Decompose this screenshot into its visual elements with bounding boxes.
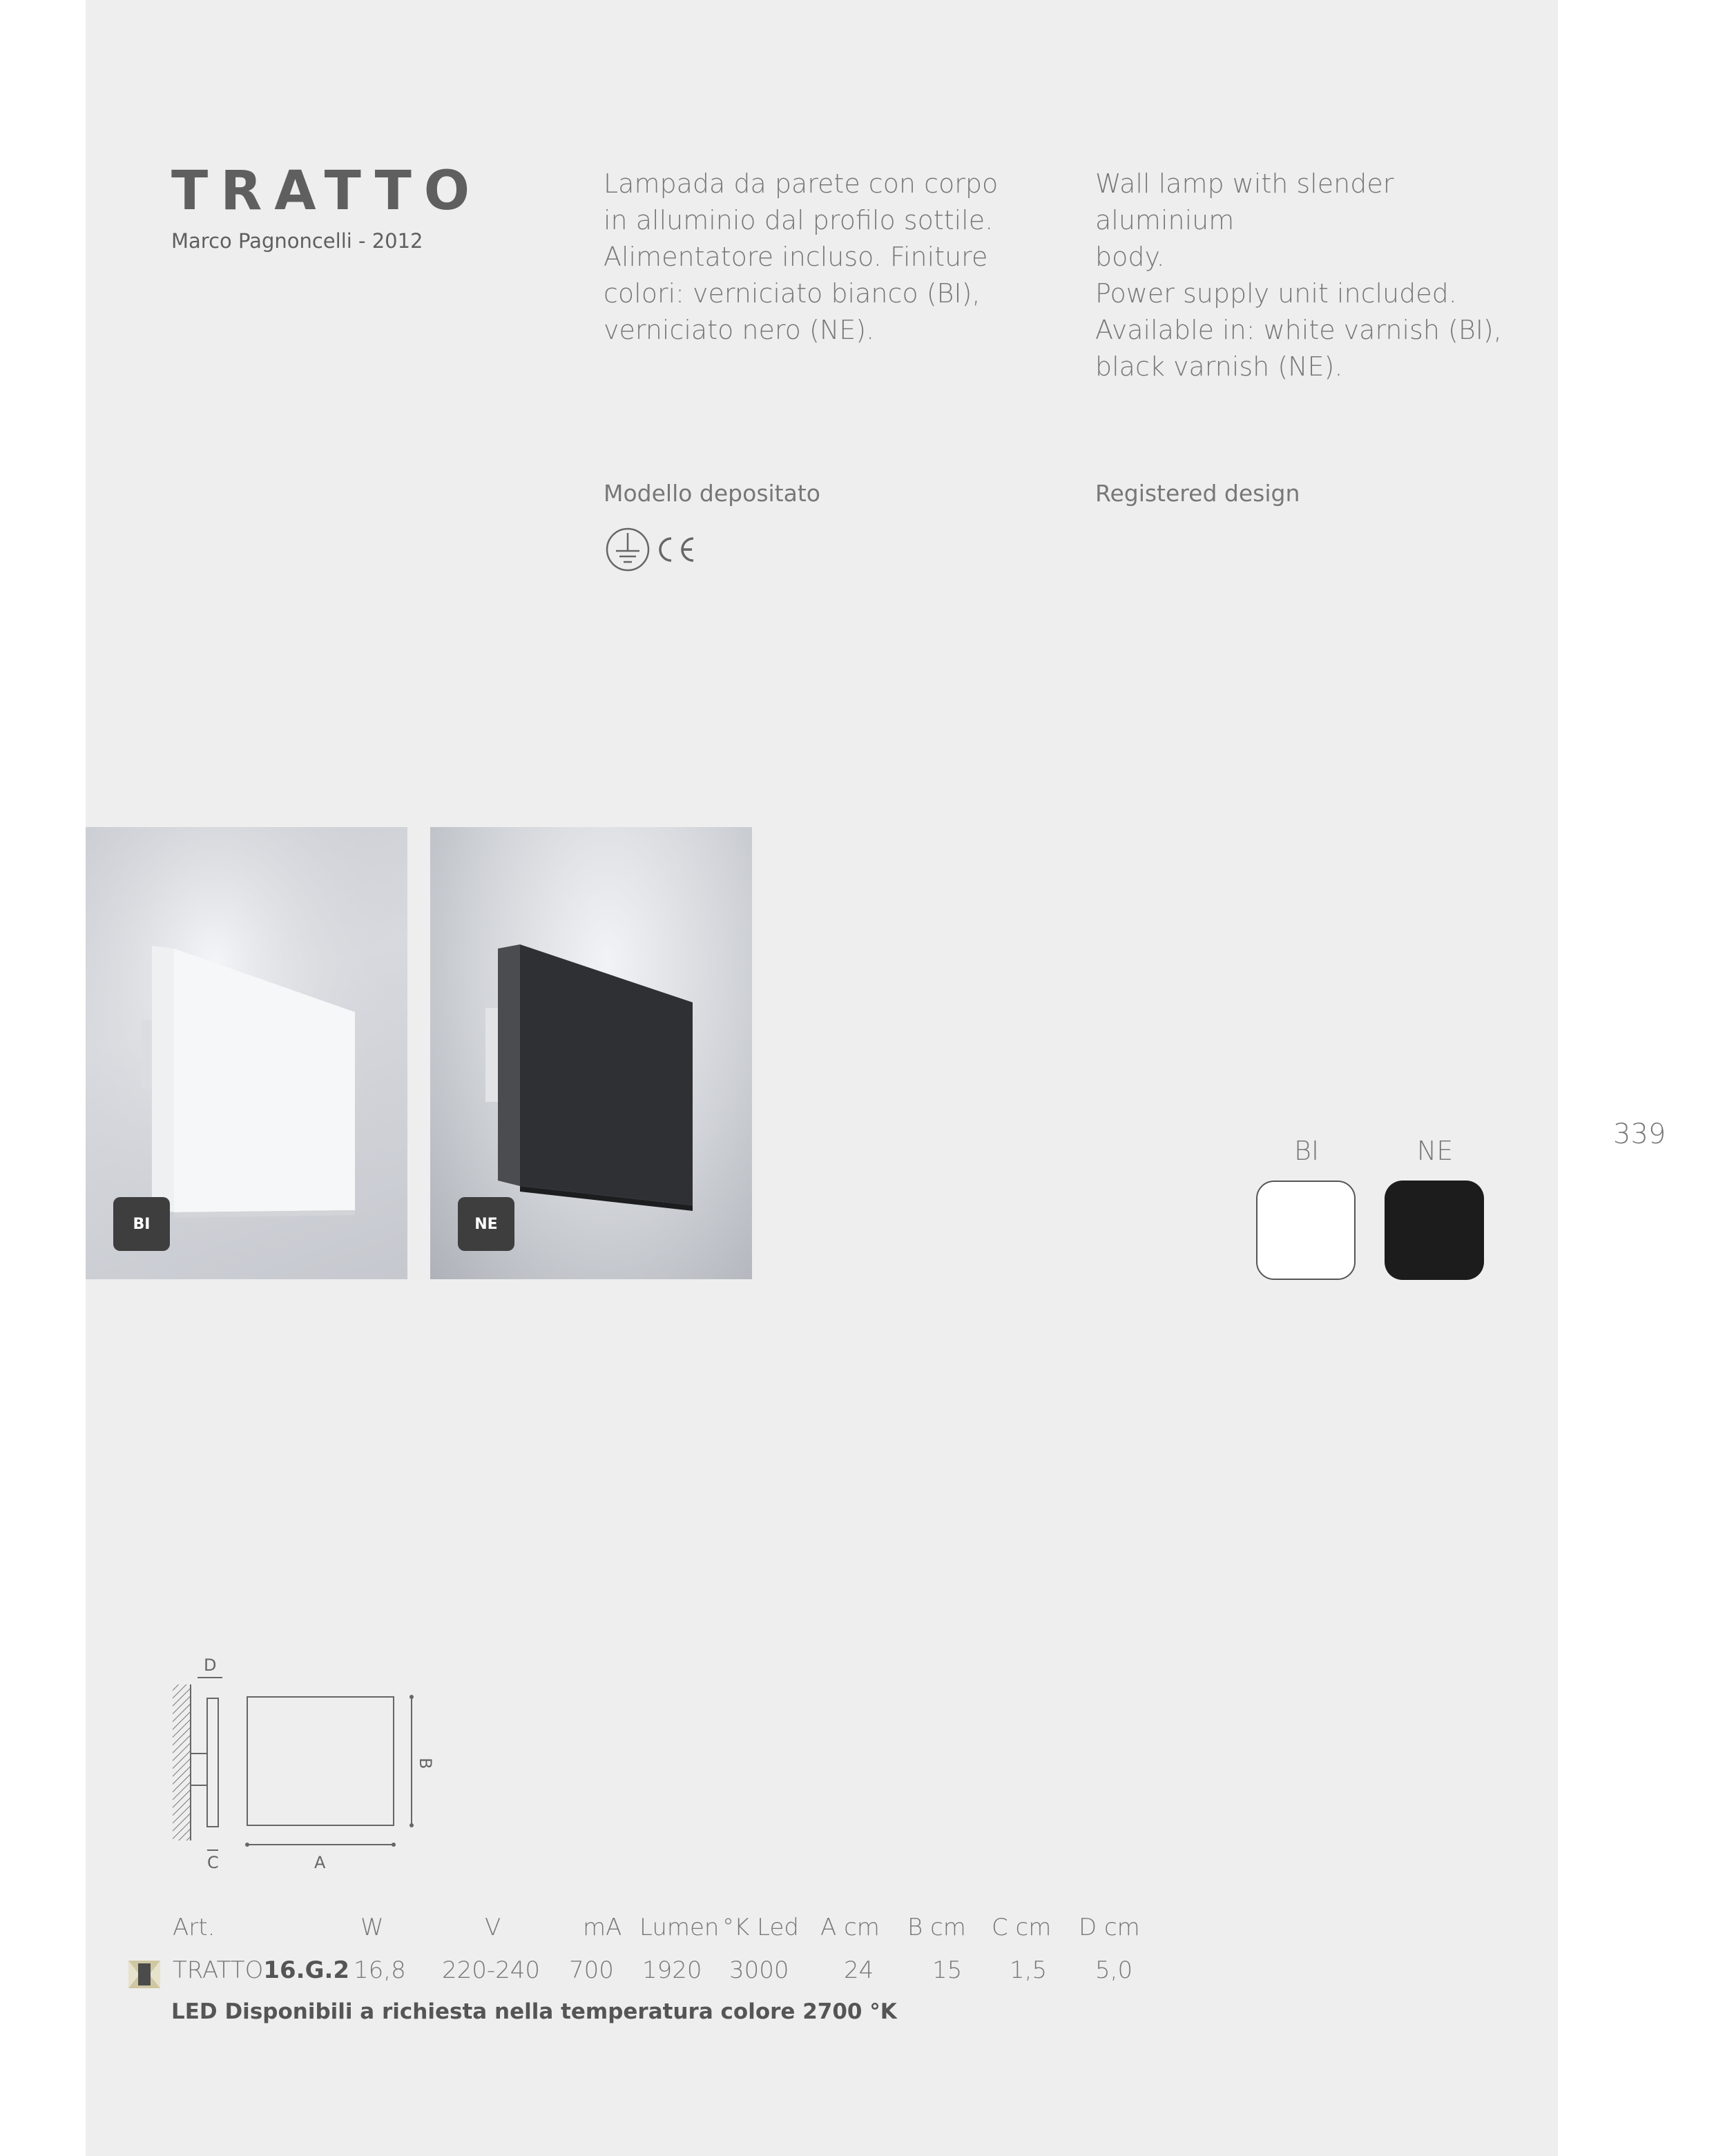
description-line: black varnish (NE).	[1095, 351, 1343, 382]
color-swatch-white	[1256, 1181, 1356, 1280]
page-number: 339	[1613, 1118, 1666, 1150]
registered-design-italian: Modello depositato	[604, 480, 820, 507]
header-b: B cm	[907, 1914, 966, 1941]
cell-b: 15	[932, 1956, 963, 1984]
product-photo-white	[86, 827, 407, 1279]
registered-design-english: Registered design	[1095, 480, 1300, 507]
cell-v: 220-240	[442, 1956, 541, 1984]
cell-c: 1,5	[1010, 1956, 1048, 1984]
cell-kelvin: 3000	[729, 1956, 789, 1984]
dimension-label-b: B	[416, 1758, 435, 1769]
description-line: colori: verniciato bianco (BI),	[604, 278, 981, 309]
header-ma: mA	[583, 1914, 622, 1941]
header-art: Art.	[173, 1914, 215, 1941]
swatch-label-white: BI	[1293, 1136, 1320, 1166]
finish-badge: BI	[113, 1197, 170, 1251]
description-italian	[604, 166, 1018, 349]
dimension-label-a: A	[314, 1853, 326, 1872]
article-code	[173, 1956, 349, 1984]
header-lumen: Lumen	[639, 1914, 720, 1941]
header-w: W	[360, 1914, 384, 1941]
header-kelvin: °K Led	[722, 1914, 799, 1941]
cell-ma: 700	[569, 1956, 614, 1984]
cell-d: 5,0	[1095, 1956, 1133, 1984]
header-a: A cm	[820, 1914, 880, 1941]
description-line: Lampada da parete con corpo	[604, 168, 999, 199]
description-line: Power supply unit included.	[1095, 278, 1457, 309]
cell-lumen: 1920	[642, 1956, 702, 1984]
finish-badge: NE	[458, 1197, 514, 1251]
wall-lamp-icon	[128, 1961, 160, 1988]
description-line: body.	[1095, 242, 1165, 272]
availability-note: LED Disponibili a richiesta nella temperatura colore 2700 °K	[171, 1999, 897, 2024]
header-v: V	[485, 1914, 501, 1941]
dimension-label-c: C	[207, 1853, 219, 1872]
description-line: verniciato nero (NE).	[604, 315, 875, 345]
color-swatch-black	[1385, 1181, 1484, 1280]
ce-mark-icon	[660, 538, 693, 561]
product-photo-black	[430, 827, 752, 1279]
cell-a: 24	[844, 1956, 874, 1984]
description-line: in alluminio dal profilo sottile.	[604, 205, 994, 235]
dimension-label-d: D	[204, 1655, 217, 1675]
description-line: Alimentatore incluso. Finiture	[604, 242, 988, 272]
certification-icons	[605, 526, 702, 573]
swatch-label-black: NE	[1416, 1136, 1454, 1166]
description-line: Wall lamp with slender aluminium	[1095, 168, 1394, 235]
side-profile	[207, 1698, 218, 1827]
product-designer: Marco Pagnoncelli - 2012	[171, 229, 423, 253]
description-english	[1095, 166, 1523, 385]
header-d: D cm	[1079, 1914, 1140, 1941]
header-c: C cm	[992, 1914, 1052, 1941]
wall-hatch	[173, 1684, 191, 1841]
front-profile	[247, 1697, 394, 1825]
ground-class-icon	[607, 529, 648, 570]
cell-w: 16,8	[354, 1956, 406, 1984]
article-prefix: TRATTO	[173, 1956, 264, 1984]
article-number: 16.G.2	[263, 1956, 350, 1984]
description-line: Available in: white varnish (BI),	[1095, 315, 1502, 345]
dimension-diagram	[166, 1650, 442, 1878]
product-title: TRATTO	[171, 160, 483, 222]
